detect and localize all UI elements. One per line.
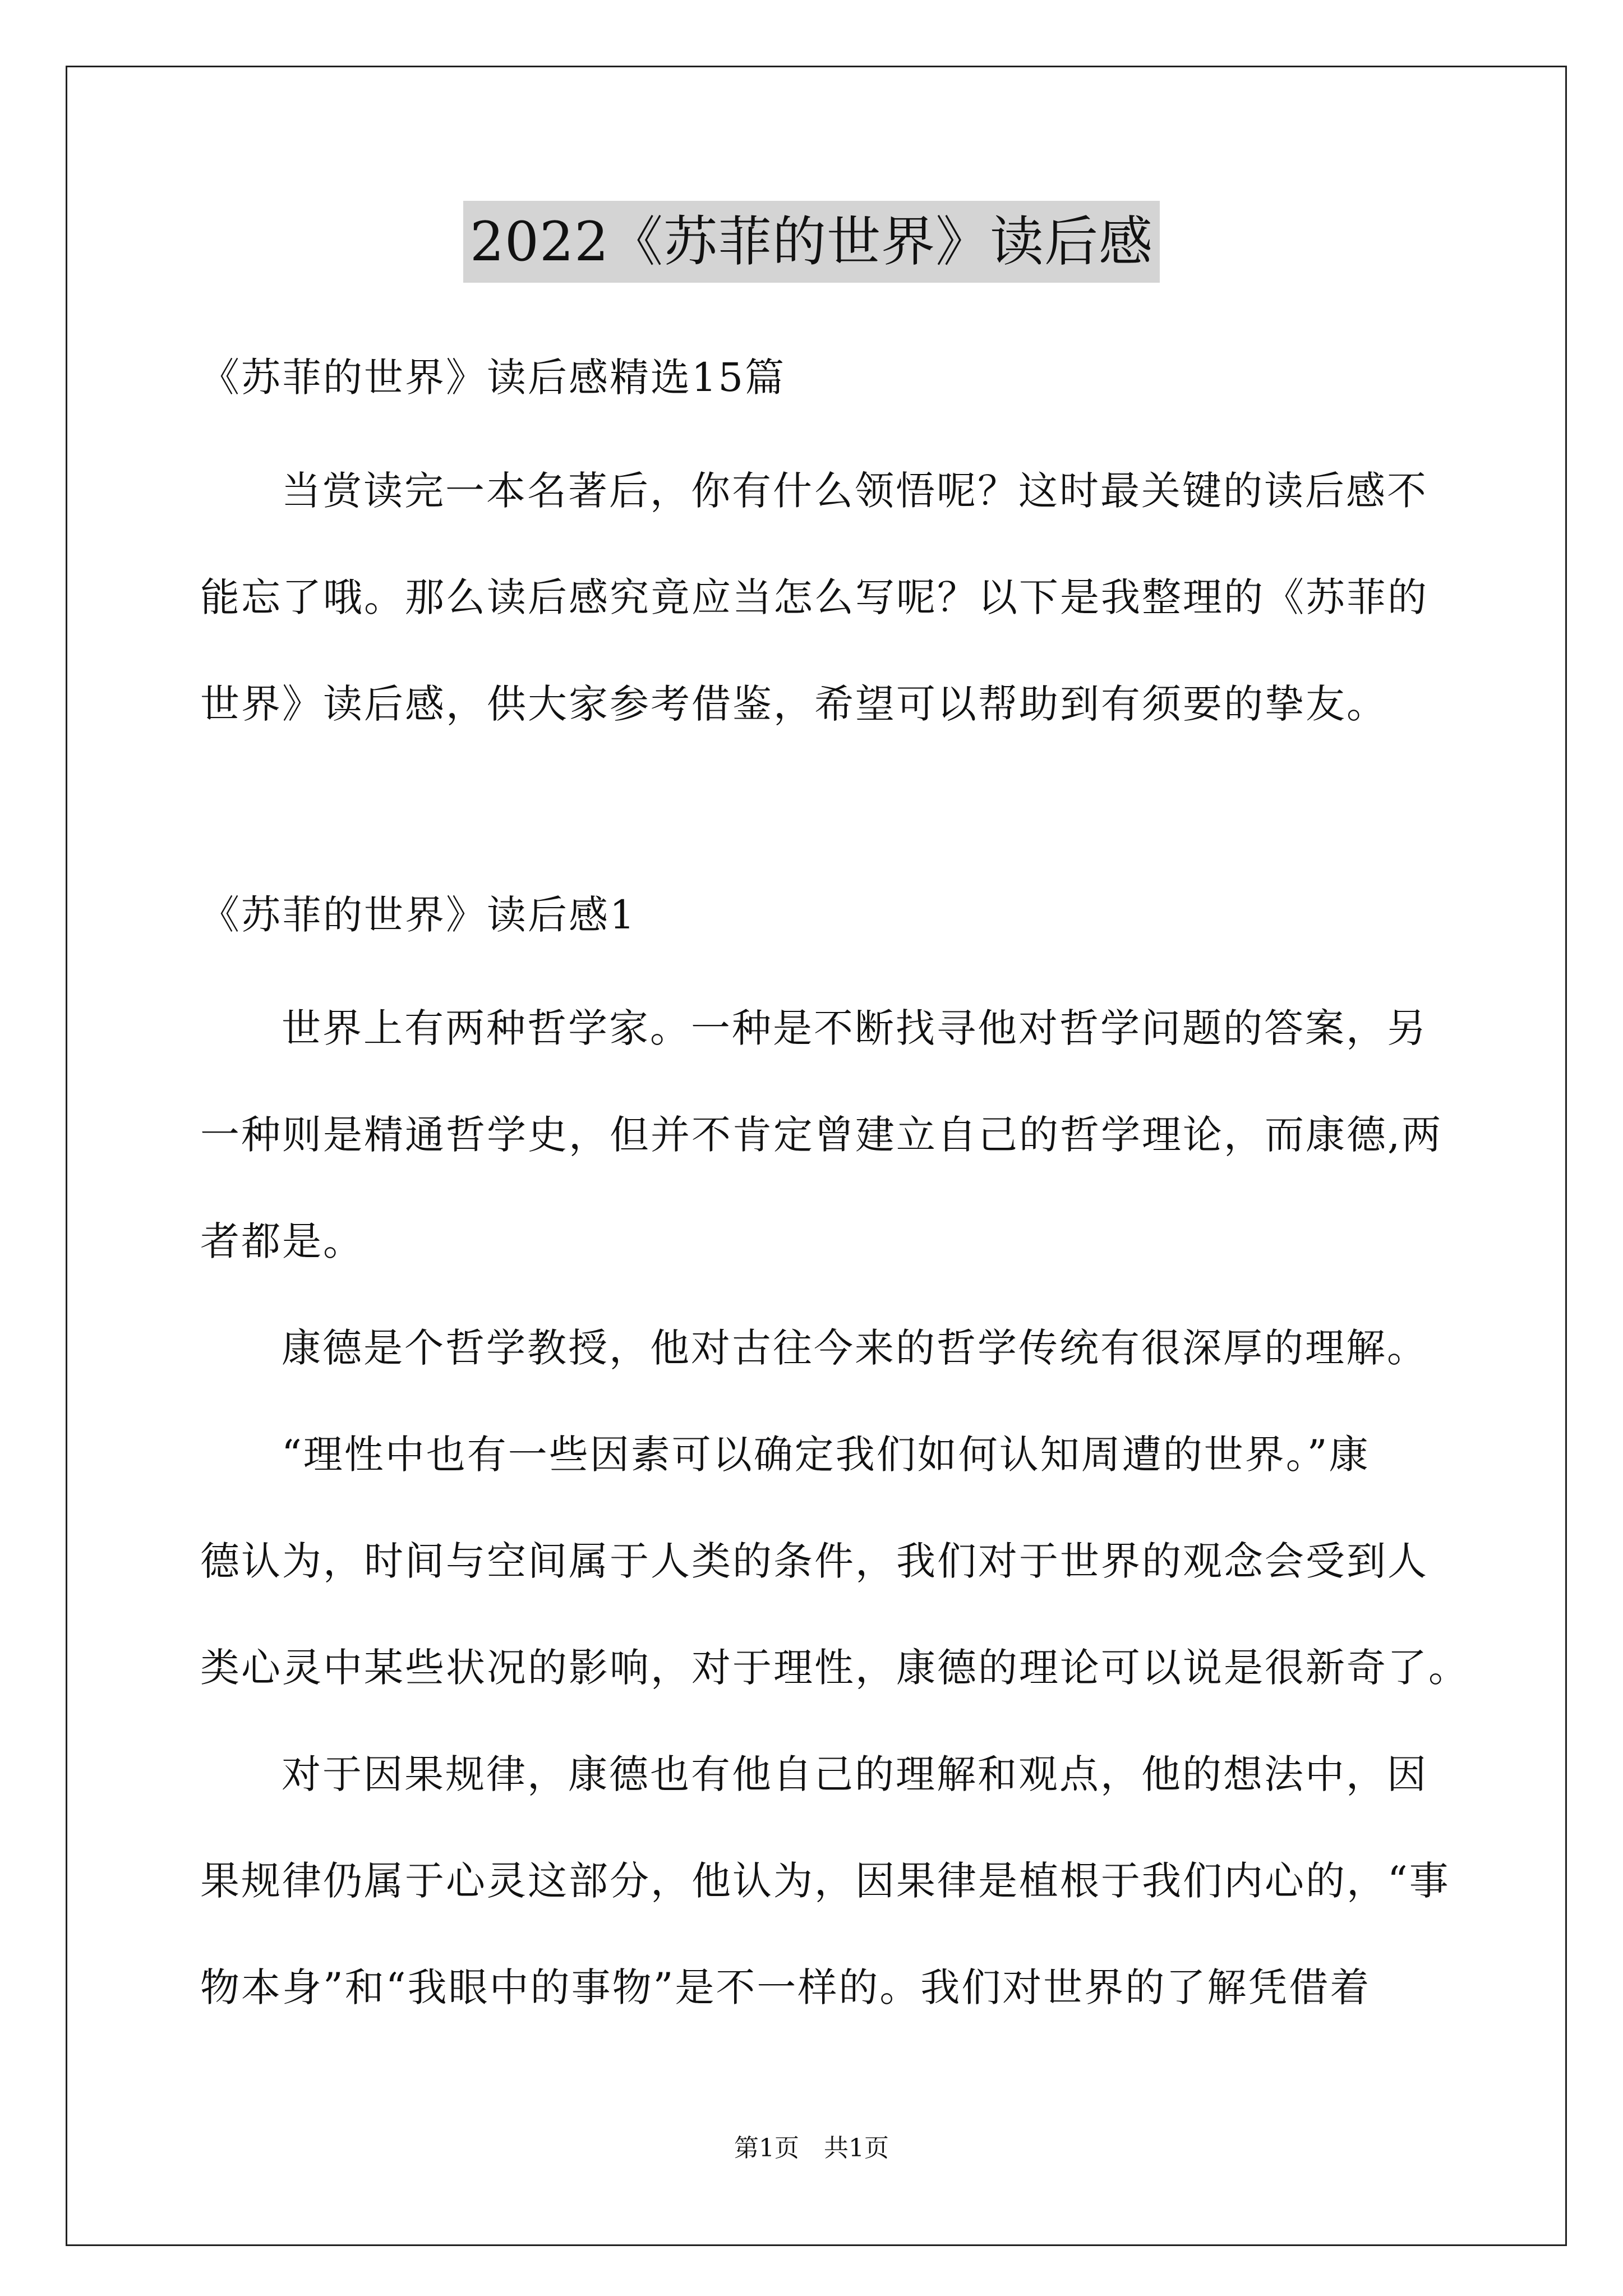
text-line: 果规律仍属于心灵这部分，他认为，因果律是植根于我们内心的，“事 xyxy=(200,1858,1450,1904)
document-title: 2022《苏菲的世界》读后感 xyxy=(463,201,1160,283)
text-line: 类心灵中某些状况的影响，对于理性，康德的理论可以说是很新奇了。 xyxy=(200,1645,1469,1691)
text-line: 者都是。 xyxy=(200,1218,364,1264)
text-line: 当赏读完一本名著后，你有什么领悟呢？这时最关键的读后感不 xyxy=(282,468,1428,514)
text-line: 世界》读后感，供大家参考借鉴，希望可以帮助到有须要的挚友。 xyxy=(200,681,1387,727)
text-line: 《苏菲的世界》读后感精选15篇 xyxy=(200,355,786,401)
text-line: 世界上有两种哲学家。一种是不断找寻他对哲学问题的答案，另 xyxy=(282,1005,1428,1051)
text-line: “理性中也有一些因素可以确定我们如何认知周遭的世界。”康 xyxy=(282,1432,1370,1478)
text-line: 能忘了哦。那么读后感究竟应当怎么写呢？以下是我整理的《苏菲的 xyxy=(200,574,1428,620)
title-container xyxy=(0,201,1623,283)
text-line: 一种则是精通哲学史，但并不肯定曾建立自己的哲学理论，而康德,两 xyxy=(200,1112,1443,1158)
text-line: 德认为，时间与空间属于人类的条件，我们对于世界的观念会受到人 xyxy=(200,1538,1428,1584)
text-line: 物本身”和“我眼中的事物”是不一样的。我们对世界的了解凭借着 xyxy=(200,1964,1371,2010)
page-footer: 第1页 共1页 xyxy=(734,2134,889,2162)
text-line: 康德是个哲学教授，他对古往今来的哲学传统有很深厚的理解。 xyxy=(282,1325,1428,1371)
text-line: 《苏菲的世界》读后感1 xyxy=(200,892,637,938)
text-line: 对于因果规律，康德也有他自己的理解和观点，他的想法中，因 xyxy=(282,1751,1428,1797)
